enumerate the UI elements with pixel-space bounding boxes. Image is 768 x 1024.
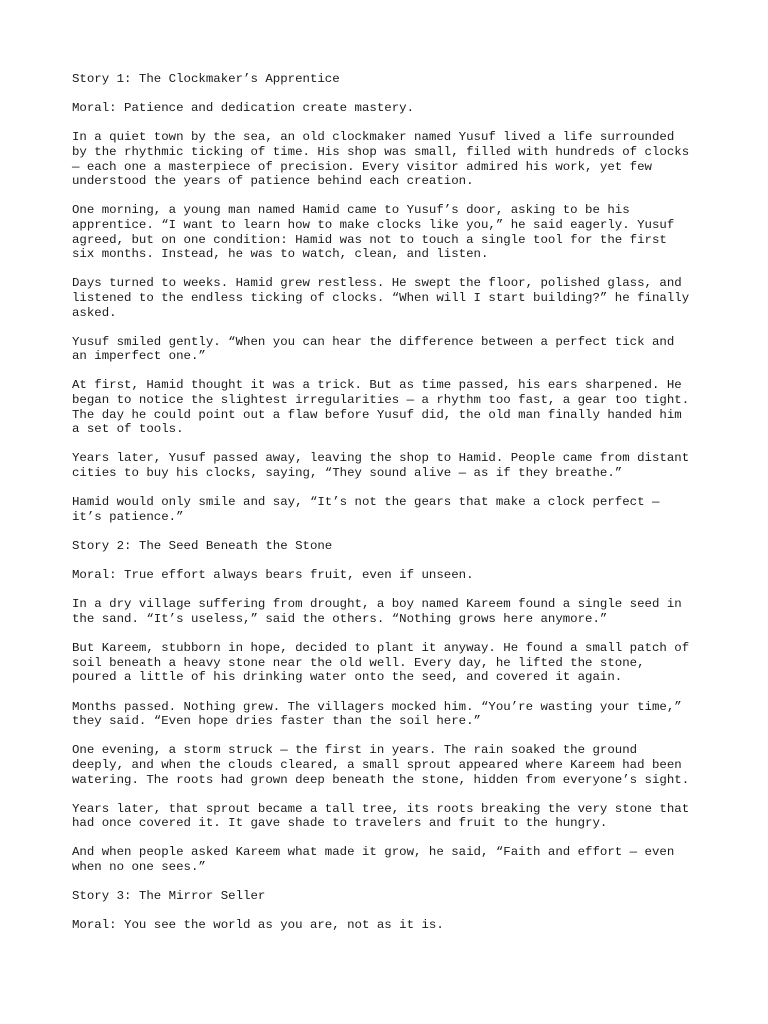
text-line: it’s patience.” <box>72 509 184 524</box>
text-line: began to notice the slightest irregularities — a rhythm too fast, a gear too tight. <box>72 393 690 408</box>
text-line: Days turned to weeks. Hamid grew restless. He swept the floor, polished glass, and <box>72 276 682 291</box>
paragraph <box>72 889 708 904</box>
text-line: apprentice. “I want to learn how to make clocks like you,” he said eagerly. Yusuf <box>72 217 675 232</box>
text-line: listened to the endless ticking of clocks. “When will I start building?” he finally <box>72 290 690 305</box>
text-line: One evening, a storm struck — the first in years. The rain soaked the ground <box>72 743 638 758</box>
paragraph <box>72 700 708 729</box>
text-line: they said. “Even hope dries faster than the soil here.” <box>72 714 481 729</box>
text-line: Moral: True effort always bears fruit, even if unseen. <box>72 568 474 583</box>
text-line: Moral: Patience and dedication create mastery. <box>72 101 415 116</box>
paragraph <box>72 276 708 320</box>
text-line: Months passed. Nothing grew. The villagers mocked him. “You’re wasting your time,” <box>72 699 682 714</box>
text-line: cities to buy his clocks, saying, “They sound alive — as if they breathe.” <box>72 466 623 481</box>
paragraph <box>72 845 708 874</box>
text-line: In a quiet town by the sea, an old clockmaker named Yusuf lived a life surrounded <box>72 130 675 145</box>
paragraph <box>72 72 708 87</box>
text-line: agreed, but on one condition: Hamid was not to touch a single tool for the first <box>72 232 667 247</box>
text-line: Moral: You see the world as you are, not as it is. <box>72 918 444 933</box>
text-line: six months. Instead, he was to watch, clean, and listen. <box>72 247 489 262</box>
text-line: Years later, that sprout became a tall tree, its roots breaking the very stone that <box>72 801 690 816</box>
paragraph <box>72 378 708 436</box>
text-line: the sand. “It’s useless,” said the others. “Nothing grows here anymore.” <box>72 611 608 626</box>
text-line: Yusuf smiled gently. “When you can hear the difference between a perfect tick and <box>72 334 675 349</box>
text-line: In a dry village suffering from drought, a boy named Kareem found a single seed in <box>72 597 682 612</box>
text-line: poured a little of his drinking water onto the seed, and covered it again. <box>72 670 623 685</box>
paragraph <box>72 539 708 554</box>
text-line: — each one a masterpiece of precision. Every visitor admired his work, yet few <box>72 159 652 174</box>
text-line: But Kareem, stubborn in hope, decided to plant it anyway. He found a small patch of <box>72 641 690 656</box>
text-line: One morning, a young man named Hamid came to Yusuf’s door, asking to be his <box>72 203 630 218</box>
paragraph <box>72 568 708 583</box>
paragraph <box>72 802 708 831</box>
text-line: watering. The roots had grown deep beneath the stone, hidden from everyone’s sight. <box>72 772 690 787</box>
paragraph <box>72 335 708 364</box>
paragraph <box>72 101 708 116</box>
text-line: Story 1: The Clockmaker’s Apprentice <box>72 72 340 86</box>
paragraph <box>72 743 708 787</box>
paragraph <box>72 918 708 933</box>
paragraph <box>72 130 708 188</box>
paragraph <box>72 641 708 685</box>
text-line: had once covered it. It gave shade to travelers and fruit to the hungry. <box>72 816 608 831</box>
text-line: by the rhythmic ticking of time. His shop was small, filled with hundreds of clocks <box>72 144 690 159</box>
paragraph <box>72 203 708 261</box>
text-line: Story 3: The Mirror Seller <box>72 889 266 904</box>
text-line: Hamid would only smile and say, “It’s not the gears that make a clock perfect — <box>72 495 660 510</box>
text-line: And when people asked Kareem what made it grow, he said, “Faith and effort — even <box>72 845 675 860</box>
text-line: soil beneath a heavy stone near the old well. Every day, he lifted the stone, <box>72 655 645 670</box>
text-line: The day he could point out a flaw before Yusuf did, the old man finally handed him <box>72 407 682 422</box>
text-line: Story 2: The Seed Beneath the Stone <box>72 539 333 553</box>
text-line: deeply, and when the clouds cleared, a small sprout appeared where Kareem had been <box>72 757 682 772</box>
paragraph <box>72 495 708 524</box>
text-line: an imperfect one.” <box>72 349 206 364</box>
text-line: when no one sees.” <box>72 860 206 875</box>
paragraph <box>72 597 708 626</box>
text-line: understood the years of patience behind each creation. <box>72 174 474 189</box>
text-line: Years later, Yusuf passed away, leaving the shop to Hamid. People came from distant <box>72 451 690 466</box>
text-line: At first, Hamid thought it was a trick. But as time passed, his ears sharpened. He <box>72 378 682 393</box>
text-line: a set of tools. <box>72 422 184 437</box>
document-page <box>72 72 708 948</box>
paragraph <box>72 451 708 480</box>
text-line: asked. <box>72 305 117 320</box>
